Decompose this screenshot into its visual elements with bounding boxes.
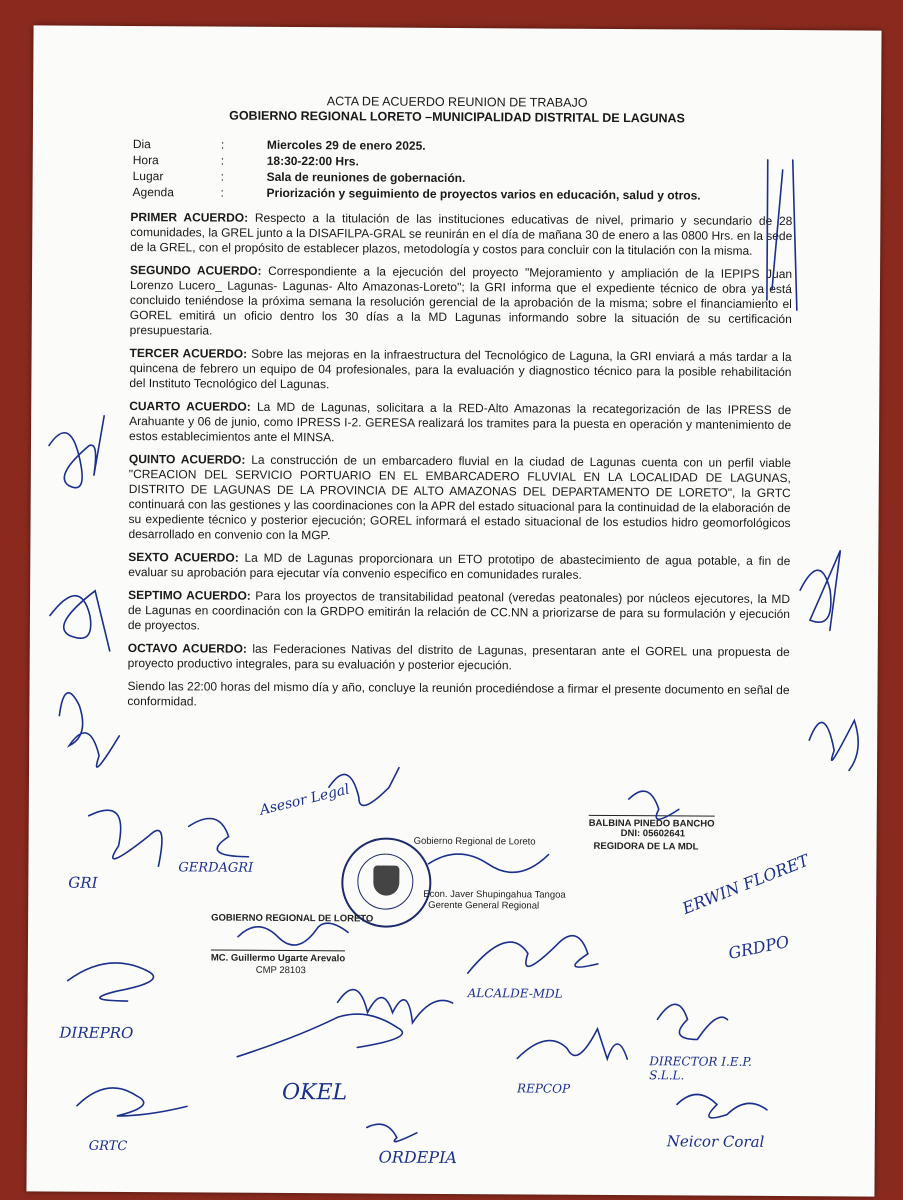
closing-paragraph: Siendo las 22:00 horas del mismo día y año, concluye la reunión procediéndose a firmar el presente documento en señal de conformidad. xyxy=(127,679,790,709)
signature-scribbles xyxy=(26,25,881,1196)
detail-row-time: Hora : 18:30-22:00 Hrs. xyxy=(132,153,359,169)
signature-repcop xyxy=(517,1028,627,1059)
detail-row-day: Dia : Miercoles 29 de enero 2025. xyxy=(132,137,426,153)
signature-doctor xyxy=(238,923,348,946)
agreement-paragraph: SEGUNDO ACUERDO: Correspondiente a la ejecución del proyecto "Mejoramiento y ampliación de la IEPIPS Juan Lorenzo Lucero_ Lagunas- Lagunas- Alto Amazonas-Loreto"; la GRI informa que el expediente técnico de obra ya está concluido teniéndose la próxima semana la resolución gerencial de la aprobación de la misma; sobre el financiamiento el GOREL emitirá un oficio dentro los 30 días a la MD Lagunas informando sobre la situación de su certificación presupuestaria. xyxy=(129,263,793,338)
signature-regidora xyxy=(629,791,679,819)
handwritten-alcalde: ALCALDE-MDL xyxy=(467,986,563,1001)
agreement-paragraph: SEXTO ACUERDO: La MD de Lagunas proporcionara un ETO prototipo de abastecimiento de agua potable, a fin de evaluar su aprobación para ejecutar vía convenio especifico en comunidades rurales. xyxy=(128,550,791,582)
stamp-gorel-line2: Econ. Javer Shupingahua Tangoa xyxy=(423,888,566,901)
handwritten-neicor: Neicor Coral xyxy=(666,1132,765,1151)
handwritten-repcop: REPCOP xyxy=(517,1081,571,1096)
signature-asesor xyxy=(329,767,399,805)
stamp-gorel-line3: Gerente General Regional xyxy=(428,899,540,912)
signature-ordepia xyxy=(367,1124,417,1142)
signature-vertical-stamp xyxy=(767,160,798,310)
stamp-regidora-dni: DNI: 05602641 xyxy=(620,828,686,840)
handwritten-grdpo: GRDPO xyxy=(726,931,791,963)
signature-grtc xyxy=(77,1088,187,1117)
signature-direpro xyxy=(68,963,154,1002)
agreement-paragraph: CUARTO ACUERDO: La MD de Lagunas, solicitara a la RED-Alto Amazonas la recategorización de las IPRESS de Arahuante y 06 de junio, como IPRESS I-2. GERESA realizará los tramites para la puesta en operación y mantenimiento de estos establecimientos ante el MINSA. xyxy=(129,399,792,445)
document-subtitle: GOBIERNO REGIONAL LORETO –MUNICIPALIDAD DISTRITAL DE LAGUNAS xyxy=(229,108,685,126)
handwritten-director: DIRECTOR I.E.P. S.L.L. xyxy=(649,1054,752,1083)
signature-left-margin-3 xyxy=(59,693,119,767)
stamp-regidora-role: REGIDORA DE LA MDL xyxy=(593,840,699,853)
document-title: ACTA DE ACUERDO REUNION DE TRABAJO xyxy=(326,94,588,110)
signature-gorel-manager xyxy=(428,854,548,873)
signature-left-margin-1 xyxy=(49,416,104,488)
signature-center-1 xyxy=(337,989,452,1023)
handwritten-grtc: GRTC xyxy=(88,1138,128,1155)
document-sheet xyxy=(26,25,881,1196)
agreement-paragraph: QUINTO ACUERDO: La construcción de un embarcadero fluvial en la ciudad de Lagunas cuenta con un perfil viable "CREACION DEL SERVICIO PORTUARIO EN EL EMBARCADERO FLUVIAL EN LA LOCALIDAD DE LAGUNAS, DISTRITO DE LAGUNAS DE LA PROVINCIA DE ALTO AMAZONAS DEL DEPARTAMENTO DE LORETO", la GRTC continuará con las gestiones y las coordinaciones con la APR del estado situacional para la continuidad de la elaboración de su expediente técnico y posterior ejecución; GOREL informará el estado situacional de los estudios hidro geomorfológicos desarrollado en convenio con la MGP. xyxy=(128,452,791,543)
handwritten-okel: OKEL xyxy=(281,1079,348,1106)
signature-okel xyxy=(237,1013,402,1057)
handwritten-direpro: DIREPRO xyxy=(59,1023,134,1043)
agreement-paragraph: SEPTIMO ACUERDO: Para los proyectos de transitabilidad peatonal (veredas peatonales) por núcleos ejecutores, la MD de Lagunas en coordinación con la GRDPO emitirán la relación de CC.NN a priorizarse de para su formulación y ejecución de proyectos. xyxy=(127,588,791,633)
signature-left-margin-2 xyxy=(50,591,110,651)
signature-right-margin-2 xyxy=(809,720,858,770)
stamp-gorel-line1: Gobierno Regional de Loreto xyxy=(413,835,536,848)
signature-gri xyxy=(88,810,162,866)
handwritten-gerdagri: GERDAGRI xyxy=(178,860,254,876)
agreement-paragraph: TERCER ACUERDO: Sobre las mejoras en la infraestructura del Tecnológico de Laguna, la GRI enviará a más tardar a la quincena de febrero un equipo de 04 profesionales, para la evaluación y diagnostico técnico para la posible rehabilitación del Instituto Tecnológico del Lagunas. xyxy=(129,346,792,392)
handwritten-asesor: Asesor Legal xyxy=(258,781,352,819)
handwritten-gri: GRI xyxy=(68,873,98,892)
stamp-regidora-name: BALBINA PINEDO BANCHO xyxy=(589,815,715,830)
detail-row-place: Lugar : Sala de reuniones de gobernación. xyxy=(132,169,466,186)
stamp-doctor-name: MC. Guillermo Ugarte Arevalo xyxy=(211,950,345,965)
stamp-doctor-cmp: CMP 28103 xyxy=(255,964,306,977)
agreement-paragraph: PRIMER ACUERDO: Respecto a la titulación de las instituciones educativas de nivel, primario y secundario de 28 comunidades, la GREL junto a la DISAFILPA-GRAL se reunirán en el día de mañana 30 de enero a las 0800 Hrs. en la sede de la GREL, con el propósito de establecer plazos, metodología y costos para concluir con la titulación con la misma. xyxy=(130,210,793,258)
signature-gerdagri xyxy=(188,818,248,856)
signature-neicor xyxy=(677,1094,767,1118)
signature-director xyxy=(657,1004,727,1039)
stamp-gorel-label: GOBIERNO REGIONAL DE LORETO xyxy=(211,912,374,925)
signature-alcalde xyxy=(468,935,598,974)
signature-right-margin xyxy=(800,550,840,630)
handwritten-ordepia: ORDEPIA xyxy=(378,1147,458,1168)
handwritten-erwin: ERWIN FLORET xyxy=(679,850,812,918)
detail-row-agenda: Agenda : Priorización y seguimiento de proyectos varios en educación, salud y otros. xyxy=(132,185,701,203)
agreement-paragraph: OCTAVO ACUERDO: las Federaciones Nativas del distrito de Lagunas, presentaran ante el GOREL una propuesta de proyecto productivo integrales, para su evaluación y posterior ejecución. xyxy=(127,641,790,673)
